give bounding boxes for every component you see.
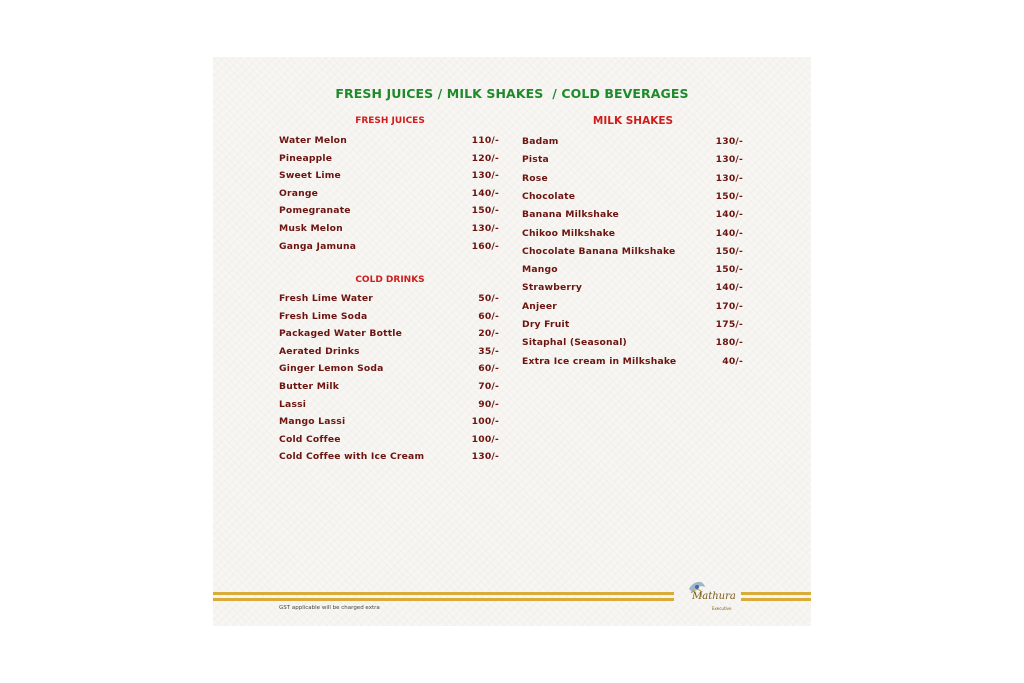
menu-item-name: Aerated Drinks (279, 345, 360, 357)
section-title-cold-drinks: COLD DRINKS (355, 275, 425, 285)
menu-item-price: 40/- (722, 355, 743, 367)
menu-item-price: 100/- (471, 433, 499, 445)
menu-item-name: Chikoo Milkshake (522, 227, 616, 239)
menu-item (279, 451, 499, 465)
menu-item (522, 209, 743, 223)
menu-item (279, 188, 499, 202)
menu-item (522, 173, 743, 187)
menu-item-price: 130/- (715, 136, 743, 147)
menu-item-price: 20/- (478, 328, 499, 340)
menu-item (522, 319, 743, 333)
menu-item (522, 228, 743, 242)
footer-stripe-right-bottom (741, 598, 811, 601)
menu-item-name: Fresh Lime Soda (279, 310, 368, 322)
menu-item-price: 150/- (715, 264, 743, 276)
menu-item (279, 293, 499, 307)
gst-note: GST applicable will be charged extra (279, 605, 380, 611)
menu-item-name: Sweet Lime (279, 170, 341, 182)
menu-page (213, 57, 811, 626)
menu-item-price: 60/- (478, 310, 499, 322)
menu-item-name: Ganga Jamuna (279, 240, 357, 252)
menu-item-name: Musk Melon (279, 223, 343, 234)
menu-item-name: Dry Fruit (522, 319, 570, 330)
menu-item-name: Chocolate (522, 190, 576, 202)
menu-item-name: Anjeer (522, 300, 557, 312)
menu-item-price: 180/- (715, 337, 743, 349)
menu-item-name: Butter Milk (279, 381, 340, 392)
menu-item (279, 434, 499, 448)
menu-item-name: Strawberry (522, 282, 583, 294)
menu-item-price: 140/- (715, 209, 743, 221)
menu-item-name: Extra Ice cream in Milkshake (522, 355, 677, 367)
menu-item (279, 399, 499, 413)
menu-item-price: 70/- (478, 381, 499, 392)
menu-item-price: 120/- (471, 152, 499, 164)
menu-item (279, 328, 499, 342)
menu-item (522, 246, 743, 260)
menu-item (279, 416, 499, 430)
menu-item-price: 170/- (715, 300, 743, 312)
section-title-fresh-juices: FRESH JUICES (355, 116, 425, 126)
page-title: FRESH JUICES / MILK SHAKES / COLD BEVERAGES (335, 86, 689, 101)
menu-item-name: Fresh Lime Water (279, 293, 374, 304)
menu-item-name: Chocolate Banana Milkshake (522, 245, 676, 257)
menu-item (522, 282, 743, 296)
menu-item-name: Pista (522, 154, 549, 166)
menu-item-price: 175/- (715, 319, 743, 330)
menu-item-price: 140/- (715, 227, 743, 239)
menu-item-price: 100/- (471, 416, 499, 428)
menu-item-name: Pomegranate (279, 205, 351, 217)
menu-item-name: Cold Coffee with Ice Cream (279, 451, 425, 463)
menu-item (522, 264, 743, 278)
menu-item (522, 337, 743, 351)
menu-item-name: Sitaphal (Seasonal) (522, 337, 627, 349)
menu-item (279, 311, 499, 325)
menu-item (279, 135, 499, 149)
menu-item-name: Ginger Lemon Soda (279, 363, 384, 375)
menu-item-price: 60/- (478, 363, 499, 375)
menu-item-name: Mango Lassi (279, 416, 346, 428)
menu-item-price: 150/- (715, 190, 743, 202)
menu-item-price: 150/- (715, 245, 743, 257)
menu-item-price: 130/- (471, 223, 499, 234)
footer-stripe-left-top (213, 592, 674, 595)
section-title-milk-shakes: MILK SHAKES (592, 115, 674, 127)
menu-item-price: 130/- (715, 154, 743, 166)
menu-item-name: Orange (279, 187, 319, 199)
menu-item-name: Banana Milkshake (522, 209, 619, 221)
menu-item (279, 153, 499, 167)
logo-subtitle: Executive (712, 606, 732, 611)
menu-item (279, 363, 499, 377)
menu-item-name: Pineapple (279, 152, 333, 164)
menu-item (279, 170, 499, 184)
menu-item (522, 191, 743, 205)
menu-item (522, 356, 743, 370)
menu-item-price: 160/- (471, 240, 499, 252)
menu-item-price: 140/- (471, 187, 499, 199)
footer-stripe-left-bottom (213, 598, 674, 601)
menu-item-name: Lassi (279, 398, 307, 410)
footer-stripe-right-top (741, 592, 811, 595)
menu-item-name: Badam (522, 136, 559, 147)
menu-item-price: 130/- (715, 172, 743, 184)
menu-item (522, 301, 743, 315)
menu-item (522, 154, 743, 168)
menu-item (522, 136, 743, 150)
menu-item-name: Rose (522, 172, 548, 184)
menu-item-price: 35/- (478, 345, 499, 357)
menu-item-price: 90/- (478, 398, 499, 410)
menu-item-price: 110/- (471, 135, 499, 146)
menu-item-name: Cold Coffee (279, 433, 341, 445)
menu-item-name: Water Melon (279, 135, 347, 146)
menu-item-price: 130/- (471, 170, 499, 182)
menu-item (279, 381, 499, 395)
menu-item (279, 205, 499, 219)
logo-text: Mathura (692, 591, 736, 602)
menu-item-price: 140/- (715, 282, 743, 294)
menu-item-price: 50/- (478, 293, 499, 304)
menu-item (279, 223, 499, 237)
menu-item-price: 150/- (471, 205, 499, 217)
menu-item-name: Mango (522, 264, 558, 276)
menu-item-name: Packaged Water Bottle (279, 328, 403, 340)
menu-item (279, 346, 499, 360)
menu-item-price: 130/- (471, 451, 499, 463)
menu-item (279, 241, 499, 255)
